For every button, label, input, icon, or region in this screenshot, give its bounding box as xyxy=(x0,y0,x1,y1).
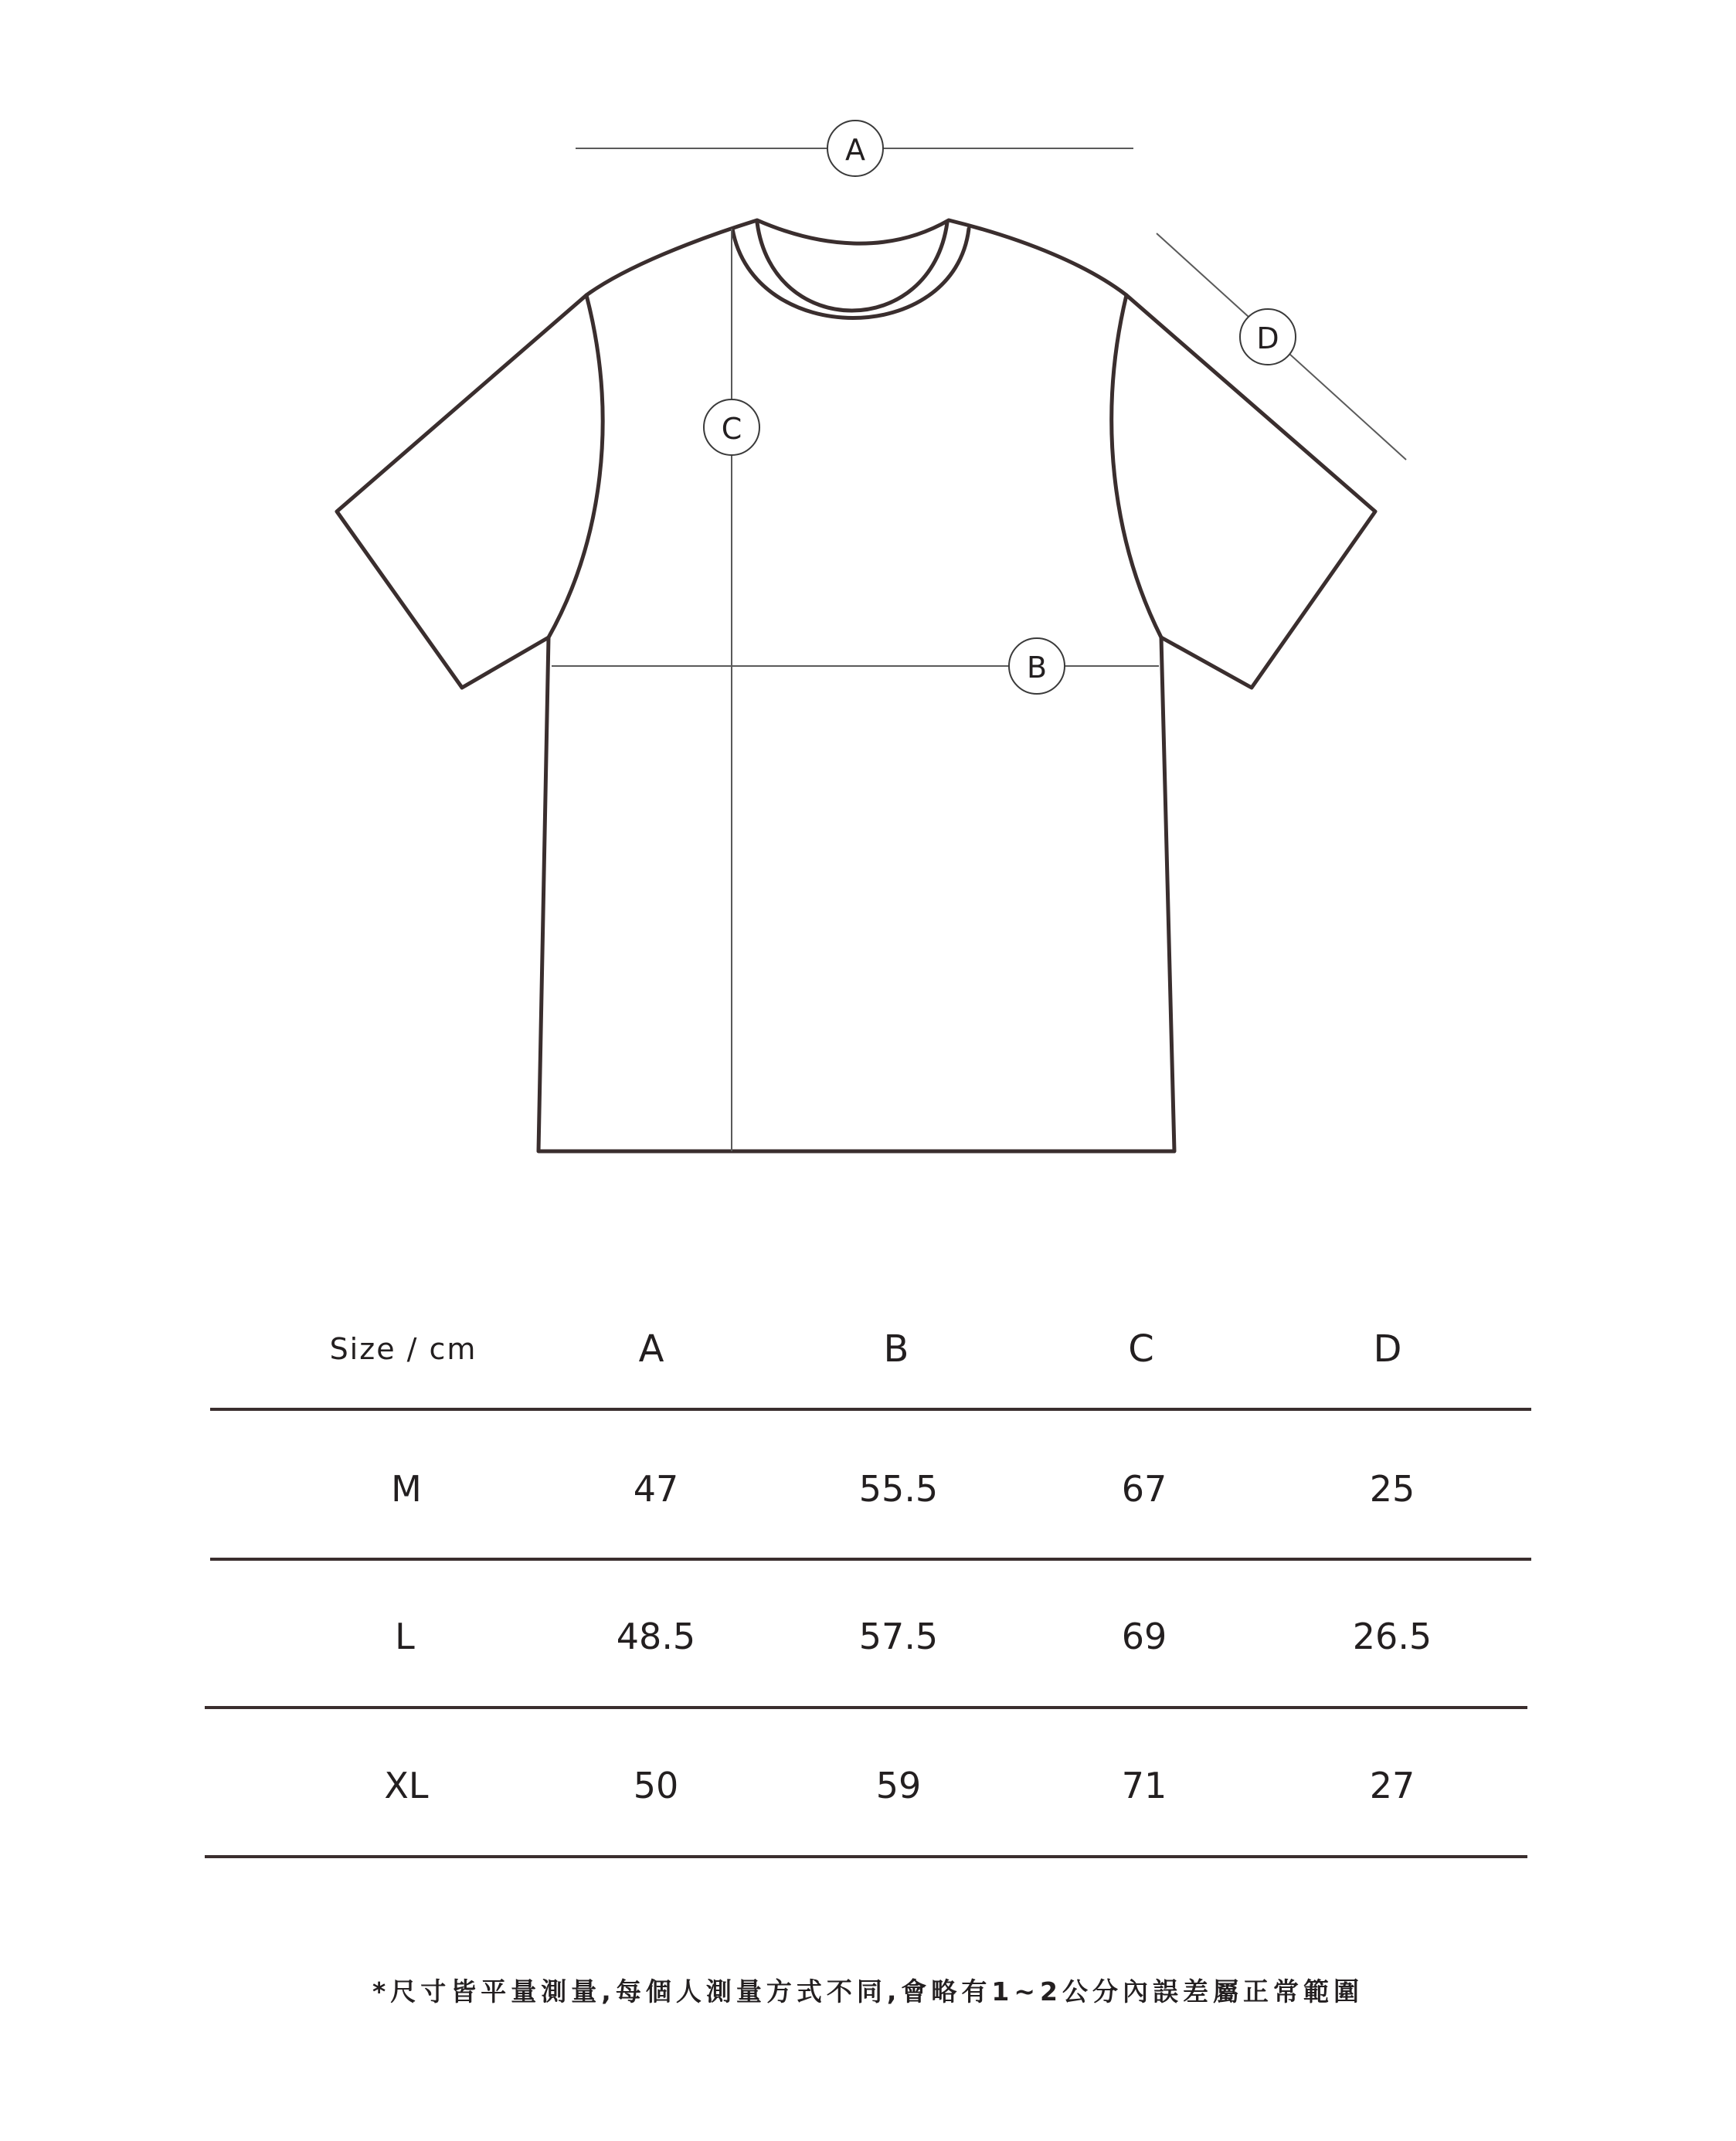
measure-c-label: C xyxy=(721,412,742,446)
row-xl-b: 59 xyxy=(875,1765,922,1806)
header-c: C xyxy=(1128,1327,1154,1371)
table-rule-3 xyxy=(205,1706,1527,1709)
measure-a xyxy=(576,121,1133,176)
header-d: D xyxy=(1373,1327,1402,1371)
row-l-size: L xyxy=(395,1616,415,1657)
row-m-a: 47 xyxy=(633,1468,679,1510)
header-size-unit: Size / cm xyxy=(329,1332,477,1366)
row-xl-size: XL xyxy=(384,1765,429,1806)
measure-b-label: B xyxy=(1026,651,1048,685)
table-rule-4 xyxy=(205,1855,1527,1858)
row-l-c: 69 xyxy=(1121,1616,1167,1657)
header-b: B xyxy=(883,1327,909,1371)
tshirt-outline xyxy=(337,220,1375,1151)
row-m-b: 55.5 xyxy=(858,1468,939,1510)
measure-a-label: A xyxy=(845,133,865,167)
header-a: A xyxy=(638,1327,664,1371)
row-xl-c: 71 xyxy=(1121,1765,1167,1806)
row-xl-d: 27 xyxy=(1369,1765,1415,1806)
row-xl-a: 50 xyxy=(633,1765,679,1806)
table-rule-2 xyxy=(210,1558,1531,1561)
row-m-d: 25 xyxy=(1369,1468,1415,1510)
row-l-a: 48.5 xyxy=(616,1616,696,1657)
measurement-footnote: *尺寸皆平量測量,每個人測量方式不同,會略有1~2公分內誤差屬正常範圍 xyxy=(372,1976,1364,2007)
row-l-b: 57.5 xyxy=(858,1616,939,1657)
row-l-d: 26.5 xyxy=(1352,1616,1432,1657)
row-m-size: M xyxy=(391,1468,422,1510)
table-rule-1 xyxy=(210,1408,1531,1411)
row-m-c: 67 xyxy=(1121,1468,1167,1510)
measure-d-label: D xyxy=(1256,321,1279,355)
